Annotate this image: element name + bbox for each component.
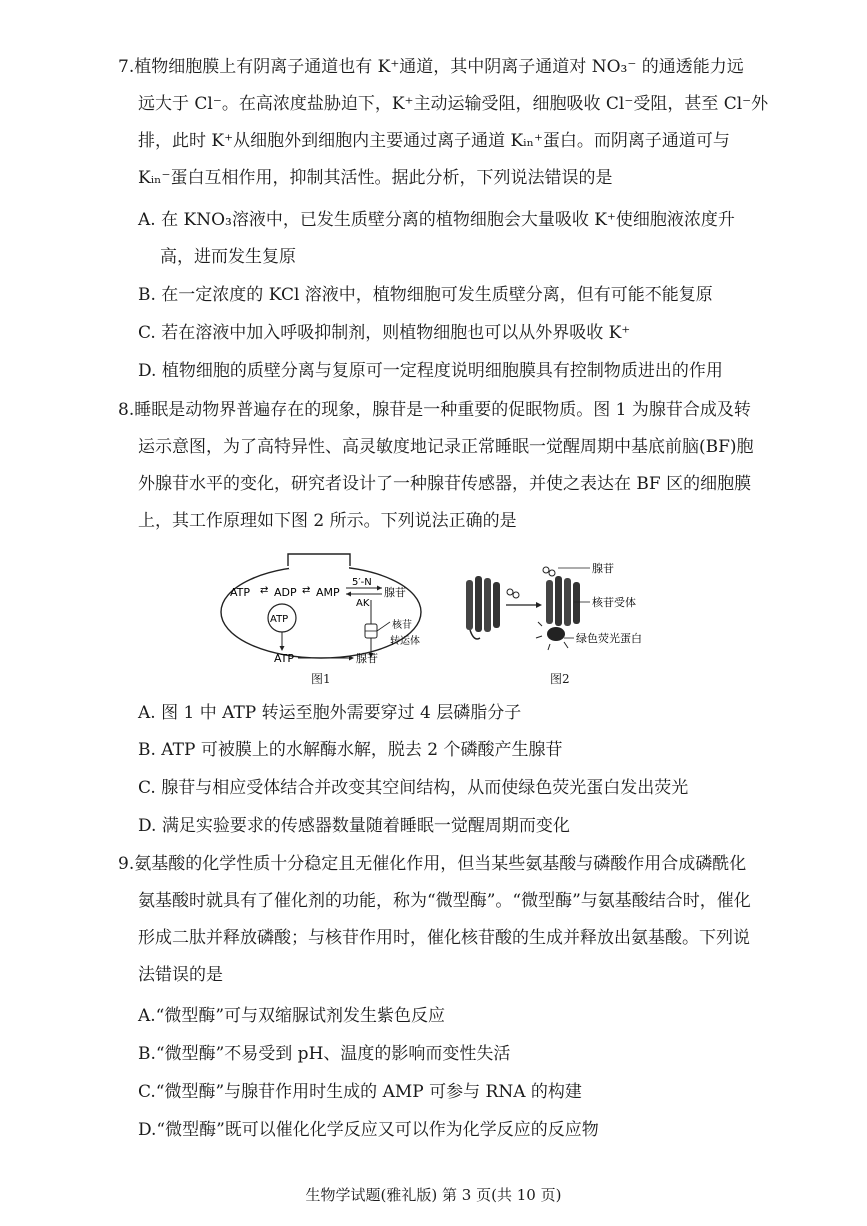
fig2-adenosine-label: 腺苷 <box>592 562 614 575</box>
q8-stem-line-2: 运示意图，为了高特异性、高灵敏度地记录正常睡眠一觉醒周期中基底前脑(BF)胞 <box>138 437 754 457</box>
fig1-atp-outside: ATP <box>274 652 295 665</box>
q9-stem-line-1: 9.氨基酸的化学性质十分稳定且无催化作用，但当某些氨基酸与磷酸作用合成磷酰化 <box>118 854 747 874</box>
fig1-adenosine-in: 腺苷 <box>384 586 406 599</box>
q8-stem-line-4: 上，其工作原理如下图 2 所示。下列说法正确的是 <box>138 511 517 531</box>
fig1-adenosine-outside: 腺苷 <box>356 652 378 665</box>
q9-stem-line-2: 氨基酸时就具有了催化剂的功能，称为“微型酶”。“微型酶”与氨基酸结合时，催化 <box>138 891 751 911</box>
fig1-caption: 图1 <box>311 672 331 686</box>
q7-option-a-cont: 高，进而发生复原 <box>160 247 296 267</box>
page-footer: 生物学试题(雅礼版) 第 3 页(共 10 页) <box>305 1186 562 1204</box>
figure-1-adenosine-diagram <box>218 548 428 688</box>
fig1-atp-label: ATP <box>230 586 251 599</box>
inactive-receptor-icon <box>466 576 500 639</box>
q8-stem-line-3: 外腺苷水平的变化，研究者设计了一种腺苷传感器，并使之表达在 BF 区的细胞膜 <box>138 474 752 494</box>
fig1-transporter-label-1: 核苷 <box>392 620 412 631</box>
figure-2-sensor-diagram <box>462 562 662 672</box>
q8-option-c: C. 腺苷与相应受体结合并改变其空间结构，从而使绿色荧光蛋白发出荧光 <box>138 778 689 798</box>
fig1-amp-label: AMP <box>316 586 340 599</box>
q7-option-b: B. 在一定浓度的 KCl 溶液中，植物细胞可发生质壁分离，但有可能不能复原 <box>138 285 713 305</box>
q8-option-b: B. ATP 可被膜上的水解酶水解，脱去 2 个磷酸产生腺苷 <box>138 740 563 760</box>
q7-stem-line-2: 远大于 Cl⁻。在高浓度盐胁迫下，K⁺主动运输受阻，细胞吸收 Cl⁻受阻，甚至 Cl⁻外 <box>138 94 769 114</box>
fig1-adp-label: ADP <box>274 586 297 599</box>
active-receptor-icon <box>536 567 580 650</box>
arrow-icon: ⇄ <box>260 585 269 596</box>
fig2-gfp-label: 绿色荧光蛋白 <box>576 632 642 645</box>
q9-stem-line-3: 形成二肽并释放磷酸；与核苷作用时，催化核苷酸的生成并释放出氨基酸。下列说 <box>138 928 750 948</box>
fig1-atp-vesicle: ATP <box>270 614 289 625</box>
fig1-enzyme-5n: 5′-N <box>352 577 372 588</box>
fig1-transporter-label-2: 转运体 <box>390 636 420 647</box>
q7-stem-line-3: 排，此时 K⁺从细胞外到细胞内主要通过离子通道 Kᵢₙ⁺蛋白。而阴离子通道可与 <box>138 131 730 151</box>
q9-option-d: D.“微型酶”既可以催化化学反应又可以作为化学反应的反应物 <box>138 1120 599 1140</box>
q9-stem-line-4: 法错误的是 <box>138 965 223 985</box>
q7-stem-line-1: 7.植物细胞膜上有阴离子通道也有 K⁺通道，其中阴离子通道对 NO₃⁻ 的通透能力远 <box>118 57 744 77</box>
q7-stem-line-4: Kᵢₙ⁻蛋白互相作用，抑制其活性。据此分析，下列说法错误的是 <box>138 168 613 188</box>
q8-stem-line-1: 8.睡眠是动物界普遍存在的现象，腺苷是一种重要的促眠物质。图 1 为腺苷合成及转 <box>118 400 751 420</box>
q8-option-a: A. 图 1 中 ATP 转运至胞外需要穿过 4 层磷脂分子 <box>138 703 522 723</box>
q7-option-d: D. 植物细胞的质壁分离与复原可一定程度说明细胞膜具有控制物质进出的作用 <box>138 361 723 381</box>
arrow-icon: ⇄ <box>302 585 311 596</box>
q7-option-c: C. 若在溶液中加入呼吸抑制剂，则植物细胞也可以从外界吸收 K⁺ <box>138 323 631 343</box>
q9-option-b: B.“微型酶”不易受到 pH、温度的影响而变性失活 <box>138 1044 511 1064</box>
q7-option-a: A. 在 KNO₃溶液中，已发生质壁分离的植物细胞会大量吸收 K⁺使细胞液浓度升 <box>138 210 735 230</box>
q8-option-d: D. 满足实验要求的传感器数量随着睡眠一觉醒周期而变化 <box>138 816 570 836</box>
fig1-enzyme-ak: AK <box>356 598 370 609</box>
fig2-caption: 图2 <box>550 672 570 686</box>
q9-option-c: C.“微型酶”与腺苷作用时生成的 AMP 可参与 RNA 的构建 <box>138 1082 582 1102</box>
fig2-receptor-label: 核苷受体 <box>592 596 636 609</box>
q9-option-a: A.“微型酶”可与双缩脲试剂发生紫色反应 <box>138 1006 446 1026</box>
